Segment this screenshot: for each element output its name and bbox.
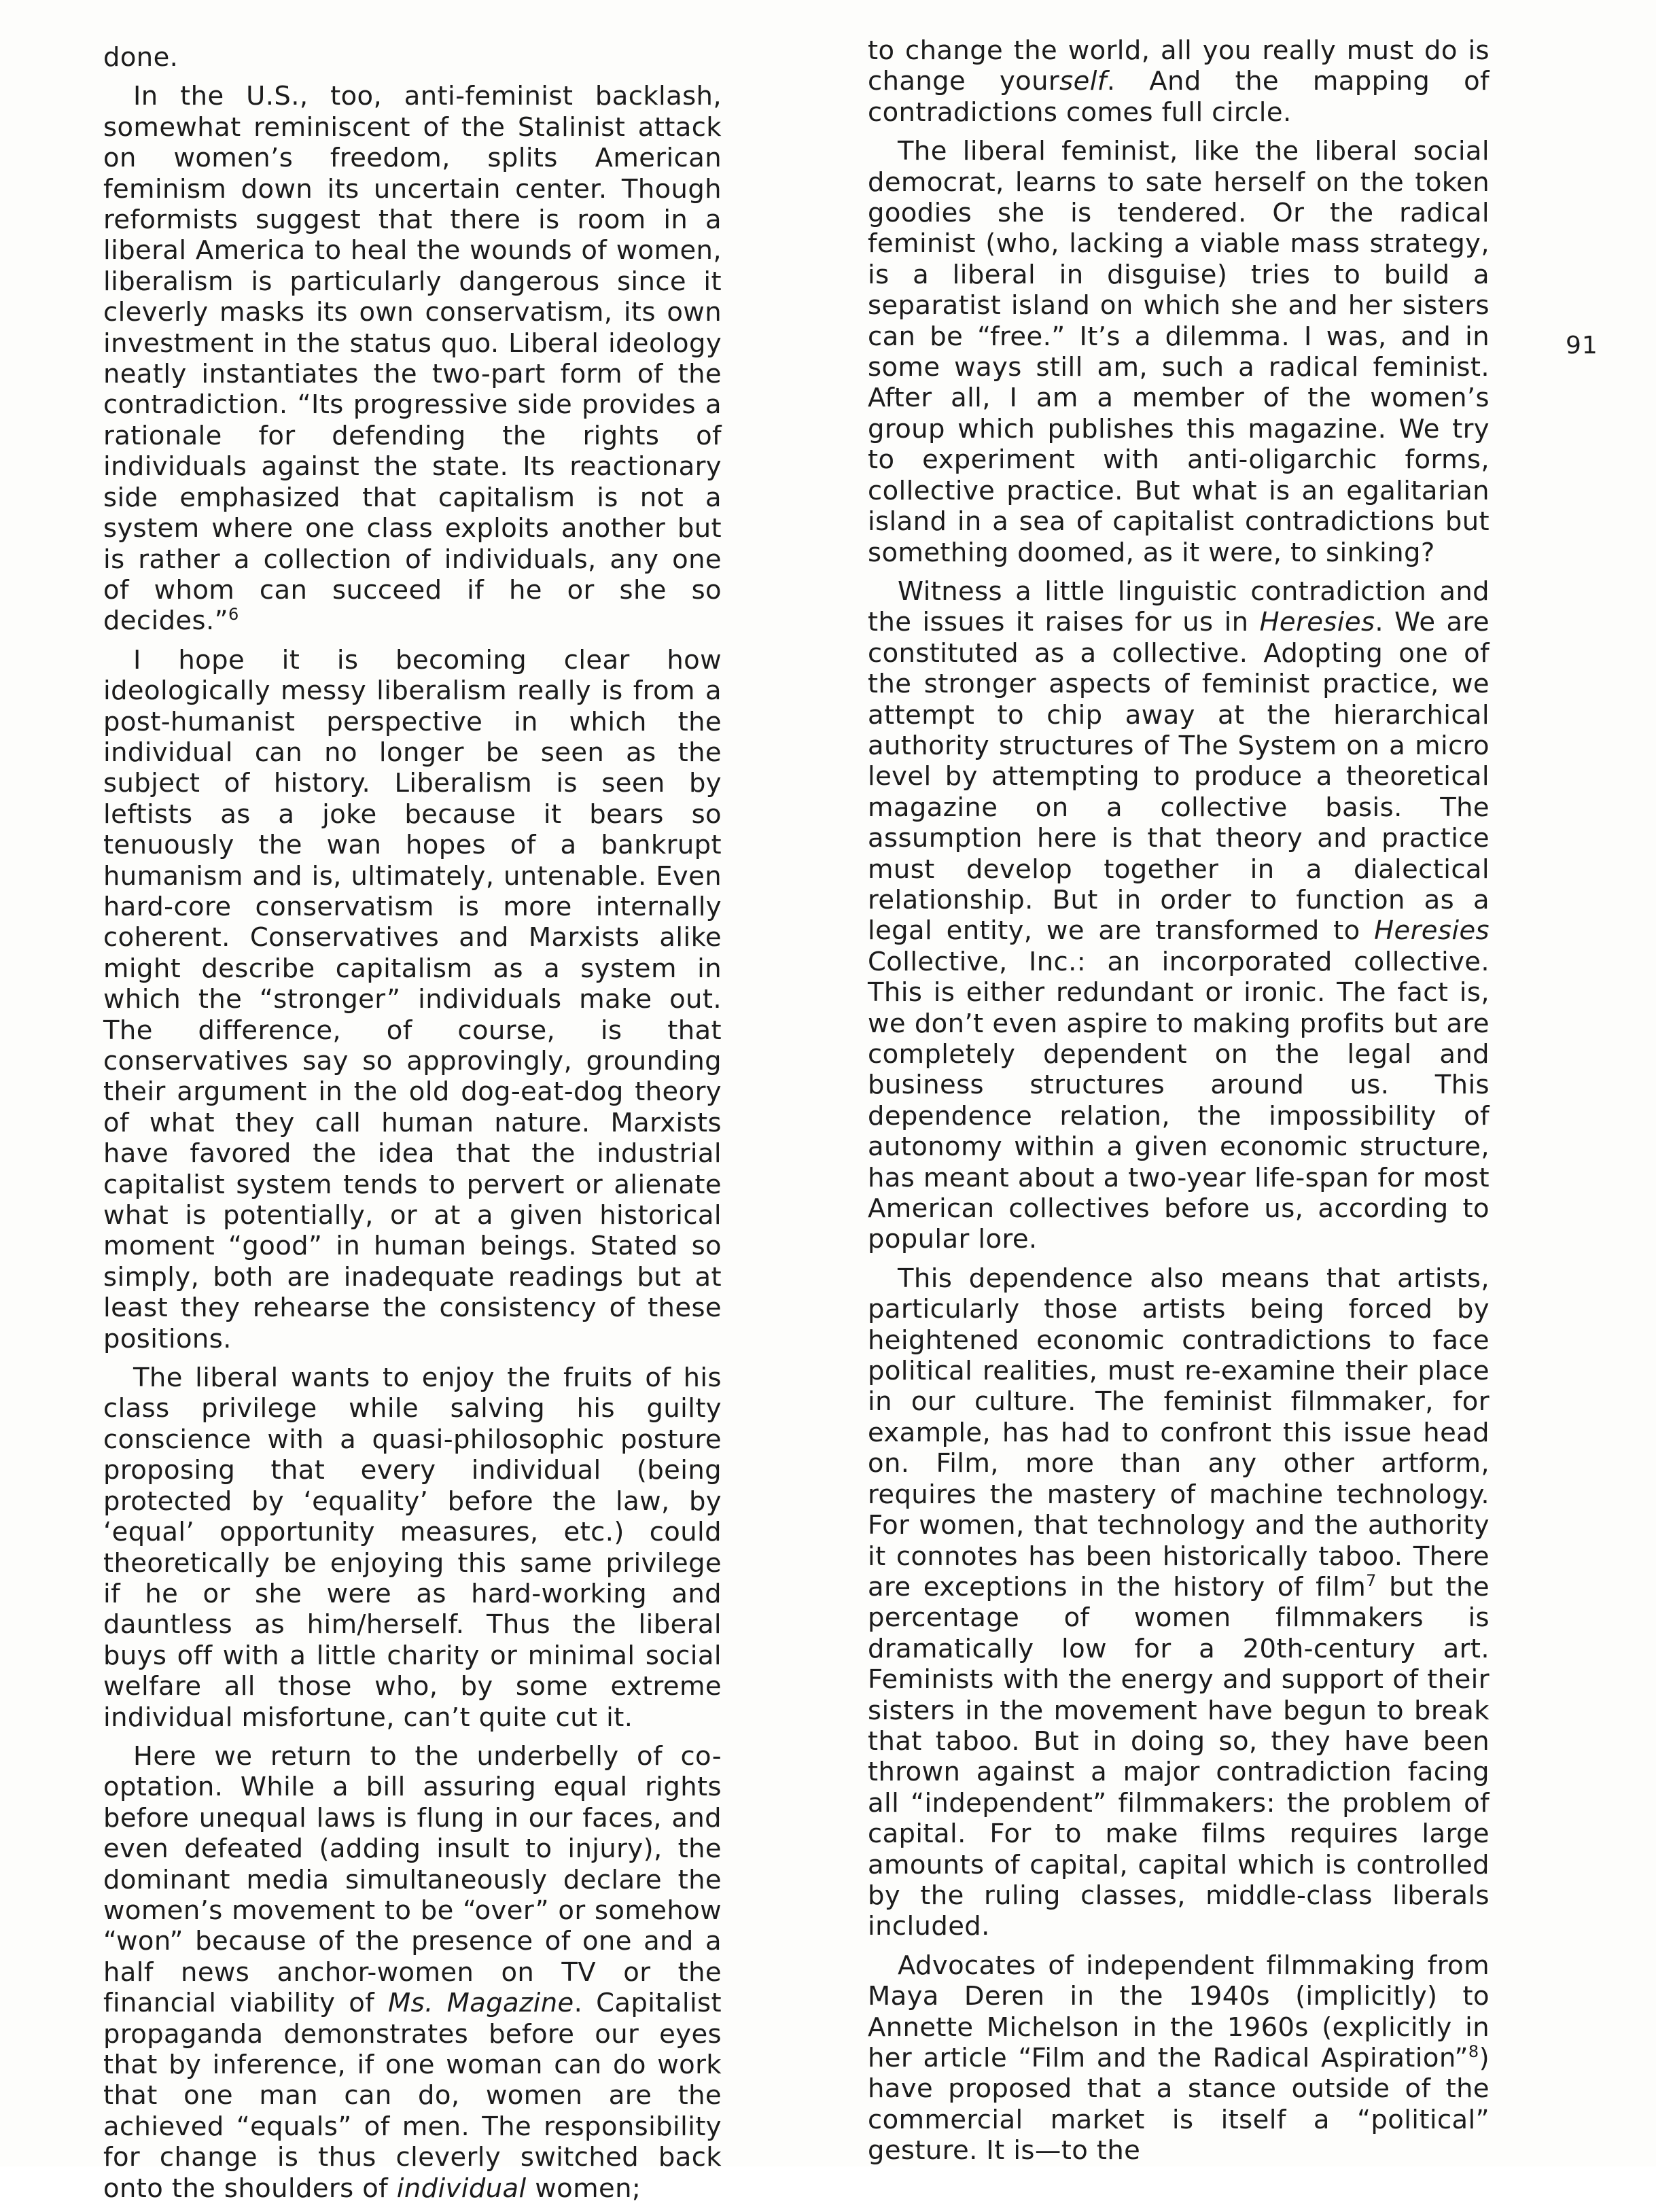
right-text-column [868,35,1490,2175]
paragraph-text: The liberal feminist, like the liberal social democrat, learns to sate herself on the token goodies she is tendered. Or the radical feminist (who, lacking a viable mass strategy, is a liberal in disguise) tries to build a separatist island on which she and her sisters can be “free.” It’s a dilemma. I was, and in some ways still am, such a radical feminist. After all, I am a member of the women’s group which publishes this magazine. We try to experiment with anti-oligarchic forms, collective practice. But what is an egalitarian island in a sea of capitalist contradictions but something doomed, as it were, to sinking? [868,136,1490,568]
body-paragraph [103,645,722,1354]
paragraph-text: Witness a little linguistic contradiction and the issues it raises for us in [868,576,1490,638]
body-paragraph [103,81,722,636]
paragraph-text: women; [526,2173,641,2204]
footnote-reference: 7 [1366,1571,1377,1591]
page-number: 91 [1566,332,1598,359]
paragraph-text: This dependence also means that artists, particularly those artists being forced by heightened economic contradictions to face political realities, must re-examine their place in our culture. The feminist filmmaker, for example, has had to confront this issue head on. Film, more than any other artform, requires the mastery of machine technology. For women, that technology and the authority it connotes has been historically taboo. There are exceptions in the history of film [868,1263,1490,1602]
italic-text: individual [396,2173,527,2204]
footnote-reference: 6 [228,605,239,625]
paragraph-text: . Capitalist propaganda demonstrates before our eyes that by inference, if one woman can do work that one man can do, women are the achieved “equals” of men. The responsibility for change is thus cleverly switched back onto the shoulders of [103,1988,722,2204]
paragraph-text: Advocates of independent filmmaking from Maya Deren in the 1940s (implicitly) to Annette Michelson in the 1960s (explicitly in her article “Film and the Radical Aspiration” [868,1950,1490,2073]
paragraph-text: ) have proposed that a stance outside of the commercial market is itself a “political” gesture. It is—to the [868,2043,1490,2166]
italic-text: Ms. Magazine [388,1988,574,2019]
paragraph-text: done. [103,42,179,73]
paragraph-text: I hope it is becoming clear how ideologically messy liberalism really is from a post-humanist perspective in which the individual can no longer be seen as the subject of history. Liberalism is seen by leftists as a joke because it bears so tenuously the wan hopes of a bankrupt humanism and is, ultimately, untenable. Even hard-core conservatism is more internally coherent. Conservatives and Marxists alike might describe capitalism as a system in which the “stronger” individuals make out. The difference, of course, is that conservatives say so approvingly, grounding their argument in the old dog-eat-dog theory of what they call human nature. Marxists have favored the idea that the industrial capitalist system tends to pervert or alienate what is potentially, or at a given historical moment “good” in human beings. Stated so simply, both are inadequate readings but at least they rehearse the consistency of these positions. [103,644,722,1354]
body-paragraph [103,1363,722,1733]
paragraph-text: In the U.S., too, anti-feminist backlash, somewhat reminiscent of the Stalinist attack on women’s freedom, splits American feminism down its uncertain center. Though reformists suggest that there is room in a liberal America to heal the wounds of women, liberalism is particularly dangerous since it cleverly masks its own conservatism, its own investment in the status quo. Liberal ideology neatly instantiates the two-part form of the contradiction. “Its progressive side provides a rationale for defending the rights of individuals against the state. Its reactionary side emphasized that capitalism is not a system where one class exploits another but is rather a collection of individuals, any one of whom can succeed if he or she so decides.” [103,81,722,637]
body-paragraph [868,1263,1490,1942]
body-paragraph [868,136,1490,568]
paragraph-text: Collective, Inc.: an incorporated collective. This is either redundant or ironic. The fact is, we don’t even aspire to making profits but are completely dependent on the legal and business structures around us. This dependence relation, the impossibility of autonomy within a given economic structure, has meant about a two-year life-span for most American collectives before us, according to popular lore. [868,946,1490,1255]
body-paragraph [868,35,1490,128]
italic-text: Heresies [1259,607,1375,638]
paragraph-text: . And the mapping of contradictions comes full circle. [868,66,1490,128]
body-paragraph [103,1741,722,2204]
paragraph-text: Here we return to the underbelly of co-optation. While a bill assuring equal rights before unequal laws is flung in our faces, and even defeated (adding insult to injury), the dominant media simultaneously declare the women’s movement to be “over” or somehow “won” because of the presence of one and a half news anchor-women on TV or the financial viability of [103,1740,722,2019]
footnote-reference: 8 [1468,2042,1479,2062]
body-paragraph [868,576,1490,1255]
paragraph-text: to change the world, all you really must do is change your [868,35,1490,97]
paragraph-text: The liberal wants to enjoy the fruits of his class privilege while salving his guilty conscience with a quasi-philosophic posture proposing that every individual (being protected by ‘equality’ before the law, by ‘equal’ opportunity measures, etc.) could theoretically be enjoying this same privilege if he or she were as hard-working and dauntless as him/herself. Thus the liberal buys off with a little charity or minimal social welfare all those who, by some extreme individual misfortune, can’t quite cut it. [103,1363,722,1733]
italic-text: self [1059,66,1107,97]
paragraph-text: . We are constituted as a collective. Adopting one of the stronger aspects of feminist practice, we attempt to chip away at the hierarchical authority structures of The System on a micro level by attempting to produce a theoretical magazine on a collective basis. The assumption here is that theory and practice must develop together in a dialectical relationship. But in order to function as a legal entity, we are transformed to [868,607,1490,947]
paragraph-text: but the percentage of women filmmakers is dramatically low for a 20th-century art. Feminists with the energy and support of their sisters in the movement have begun to break that taboo. But in doing so, they have been thrown against a major contradiction facing all “independent” filmmakers: the problem of capital. For to make films requires large amounts of capital, capital which is controlled by the ruling classes, middle-class liberals included. [868,1571,1490,1942]
italic-text: Heresies [1374,915,1490,947]
body-paragraph [868,1950,1490,2166]
left-text-column [103,42,722,2212]
body-paragraph [103,42,722,73]
